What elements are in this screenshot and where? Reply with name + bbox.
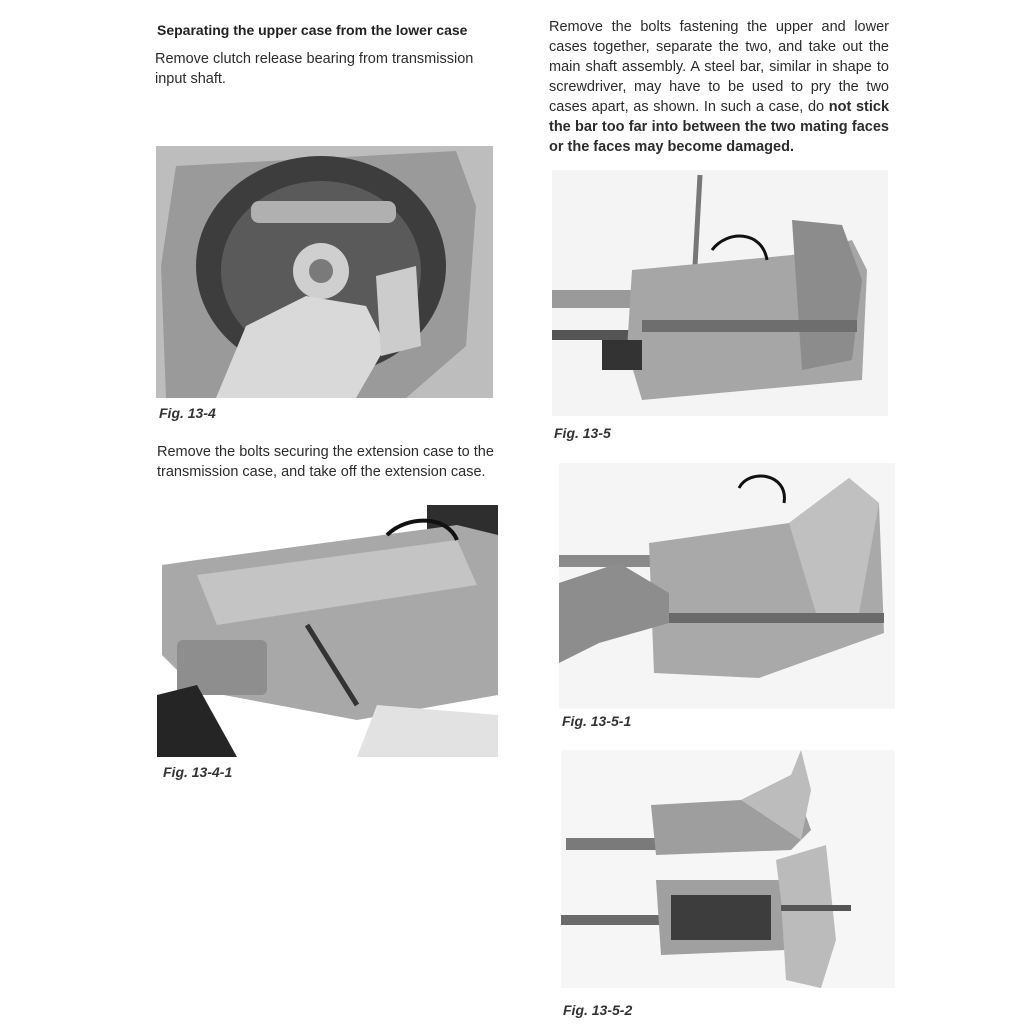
caption-fig-13-5: Fig. 13-5: [554, 425, 611, 441]
section-heading: Separating the upper case from the lower case: [157, 22, 468, 38]
paragraph-remove-release-bearing: Remove clutch release bearing from transmission input shaft.: [155, 51, 474, 87]
caption-fig-13-5-2: Fig. 13-5-2: [563, 1002, 633, 1018]
figure-13-4-1-photo: [157, 505, 498, 757]
paragraph-remove-extension-case: Remove the bolts securing the extension case to the transmission case, and take off the extension case.: [157, 444, 494, 480]
paragraph-separate-cases-text: Remove the bolts fastening the upper and lower cases together, separate the two, and take out the main shaft assembly. A steel bar, similar in shape to screwdriver, may have to be used to pry the two cases apart, as shown. In such a case, do: [549, 19, 889, 115]
figure-13-5-2-photo: [561, 750, 895, 988]
paragraph-separate-cases: [549, 17, 889, 157]
caption-fig-13-4: Fig. 13-4: [159, 405, 216, 421]
figure-13-4-photo: [156, 146, 493, 398]
figure-13-5-1-photo: [559, 463, 895, 709]
caption-fig-13-4-1: Fig. 13-4-1: [163, 764, 233, 780]
figure-13-5-photo: [552, 170, 888, 416]
paragraph-separate-cases-warning: not stick the bar too far into between the two mating faces or the faces may become damaged.: [549, 99, 890, 155]
caption-fig-13-5-1: Fig. 13-5-1: [562, 713, 632, 729]
